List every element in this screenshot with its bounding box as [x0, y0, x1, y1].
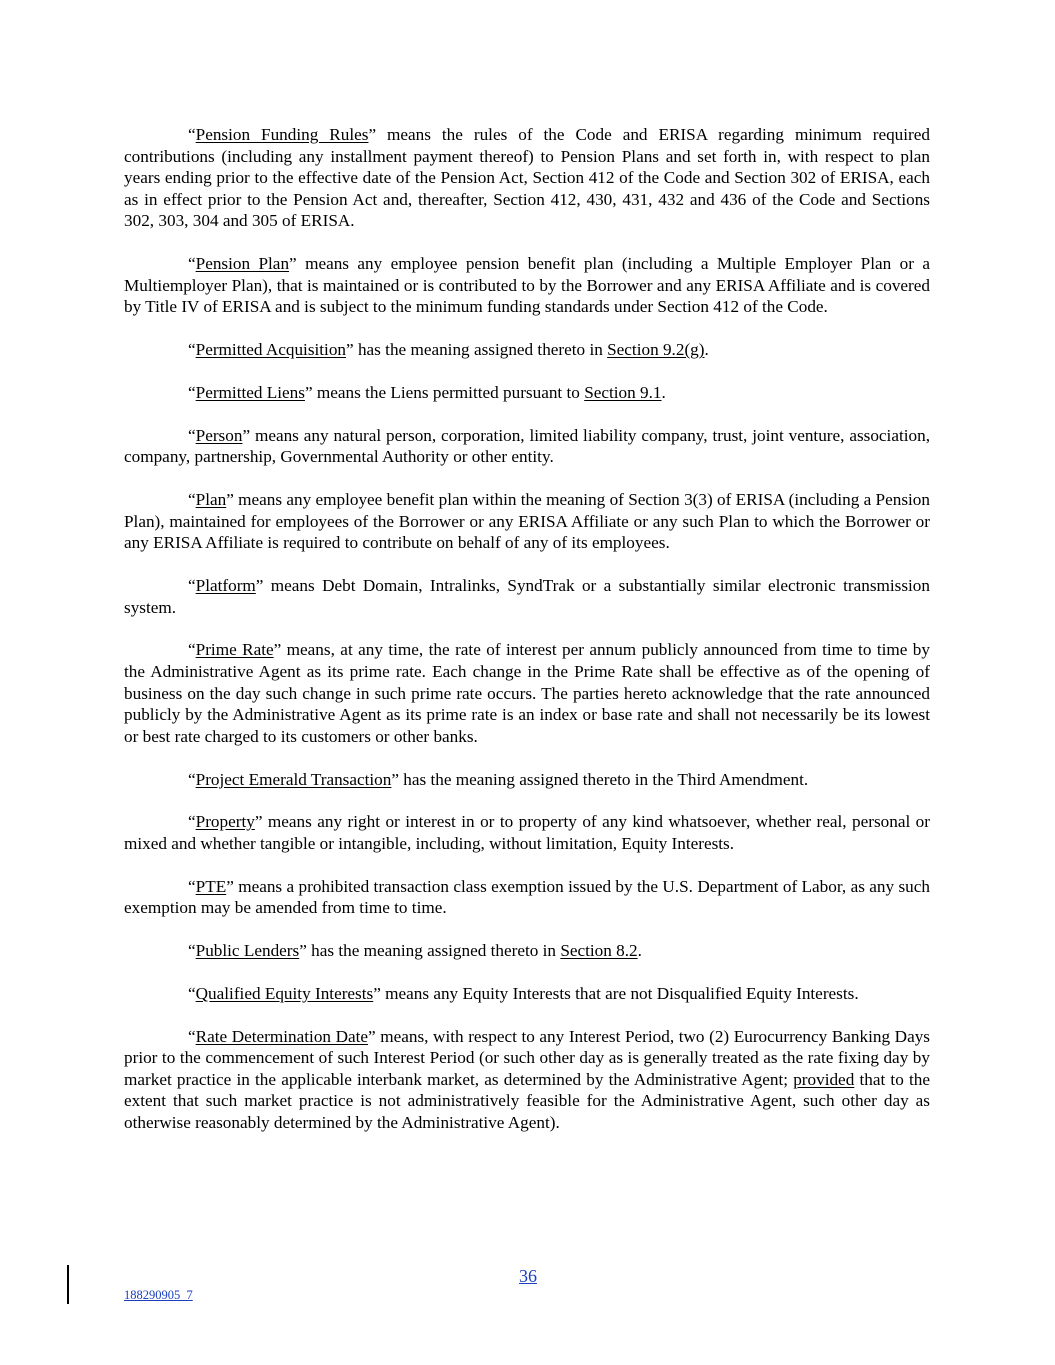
revision-margin-bar	[67, 1265, 69, 1304]
definition-text: ” means the rules of the Code and ERISA regarding minimum required contributions (including any installment payment thereof) to Pension Plans and set forth in, with respect to plan years ending prior to the effective date of the Pension Act, Section 412 of the Code and Section 302 of ERISA, each as in effect prior to the Pension Act and, thereafter, Section 412, 430, 431, 432 and 436 of the Code and Sections 302, 303, 304 and 305 of ERISA.	[124, 125, 931, 231]
definition-permitted-liens	[124, 382, 930, 404]
open-quote: “	[188, 490, 196, 510]
defined-term: Qualified Equity Interests	[195, 983, 374, 1003]
section-reference: Section 9.2(g)	[607, 340, 705, 360]
definition-end: .	[704, 340, 709, 360]
section-reference: Section 8.2	[560, 941, 638, 961]
definition-text: ” has the meaning assigned thereto in the Third Amendment.	[391, 769, 809, 789]
definitions-section	[124, 124, 930, 1155]
open-quote: “	[188, 425, 196, 445]
definition-public-lenders	[124, 940, 930, 962]
definition-property	[124, 811, 930, 854]
definition-pension-funding-rules	[124, 124, 930, 232]
defined-term: PTE	[195, 876, 227, 896]
definition-project-emerald-transaction	[124, 769, 930, 791]
defined-term: Public Lenders	[195, 941, 300, 961]
document-id[interactable]: 188290905_7	[124, 1288, 193, 1302]
definition-pension-plan	[124, 253, 930, 318]
definition-text: ” has the meaning assigned thereto in	[346, 340, 608, 360]
defined-term: Permitted Liens	[195, 382, 305, 402]
defined-term: Property	[195, 812, 255, 832]
page-number[interactable]: 36	[519, 1266, 537, 1286]
definition-qualified-equity-interests	[124, 983, 930, 1005]
open-quote: “	[188, 983, 196, 1003]
open-quote: “	[188, 941, 196, 961]
definition-person	[124, 425, 930, 468]
section-reference: Section 9.1	[584, 382, 662, 402]
defined-term: Pension Plan	[195, 254, 290, 274]
open-quote: “	[188, 876, 196, 896]
definition-text: ” means any right or interest in or to property of any kind whatsoever, whether real, personal or mixed and whether tangible or intangible, including, without limitation, Equity Interests.	[124, 812, 930, 853]
definition-end: .	[661, 382, 666, 402]
definition-text: ” means, at any time, the rate of interest per annum publicly announced from time to time by the Administrative Agent as its prime rate. Each change in the Prime Rate shall be effective as of the opening of business on the day such change in such prime rate occurs. The parties hereto acknowledge that the rate announced publicly by the Administrative Agent as its prime rate is an index or base rate and shall not necessarily be its lowest or best rate charged to its customers or other banks.	[124, 640, 930, 746]
definition-end: .	[637, 941, 642, 961]
defined-term: Permitted Acquisition	[195, 340, 347, 360]
definition-rate-determination-date	[124, 1026, 930, 1134]
defined-term: Plan	[195, 490, 227, 510]
definition-text: ” has the meaning assigned thereto in	[299, 941, 561, 961]
open-quote: “	[188, 1026, 196, 1046]
defined-term: Person	[195, 425, 243, 445]
open-quote: “	[188, 125, 196, 144]
defined-term: Rate Determination Date	[195, 1026, 369, 1046]
open-quote: “	[188, 769, 196, 789]
definition-plan	[124, 489, 930, 554]
definition-pte	[124, 876, 930, 919]
open-quote: “	[188, 576, 196, 596]
definition-text: ” means the Liens permitted pursuant to	[304, 382, 585, 402]
definition-text: ” means, with respect to any Interest Period, two (2) Eurocurrency Banking Days prior to the commencement of such Interest Period (or such other day as is generally treated as the rate fixing day by market practice in the applicable interbank market, as determined by the Administrative Agent;	[124, 1026, 930, 1089]
definition-text: ” means a prohibited transaction class exemption issued by the U.S. Department of Labor, as any such exemption may be amended from time to time.	[124, 876, 930, 918]
open-quote: “	[188, 382, 196, 402]
open-quote: “	[188, 254, 196, 274]
definition-text: ” means any employee benefit plan within the meaning of Section 3(3) of ERISA (including a Pension Plan), maintained for employees of the Borrower or any ERISA Affiliate or any such Plan to which the Borrower or any ERISA Affiliate is required to contribute on behalf of any of its employees.	[124, 490, 930, 553]
definition-permitted-acquisition	[124, 339, 930, 361]
defined-term: Pension Funding Rules	[195, 125, 369, 144]
open-quote: “	[188, 812, 196, 832]
defined-term: Project Emerald Transaction	[195, 769, 392, 789]
open-quote: “	[188, 640, 196, 660]
provided-term: provided	[793, 1069, 855, 1089]
definition-text: ” means any natural person, corporation, limited liability company, trust, joint venture, association, company, partnership, Governmental Authority or other entity.	[124, 425, 930, 467]
definition-end: that to the extent that such market practice is not administratively feasible for the Administrative Agent, such other day as otherwise reasonably determined by the Administrative Agent).	[124, 1069, 930, 1133]
open-quote: “	[188, 340, 196, 360]
definition-platform	[124, 575, 930, 618]
definition-text: ” means any Equity Interests that are not Disqualified Equity Interests.	[373, 983, 859, 1003]
definition-text: ” means Debt Domain, Intralinks, SyndTrak or a substantially similar electronic transmission system.	[124, 576, 930, 617]
defined-term: Prime Rate	[195, 640, 274, 660]
definition-prime-rate	[124, 639, 930, 747]
definition-text: ” means any employee pension benefit plan (including a Multiple Employer Plan or a Multiemployer Plan), that is maintained or is contributed to by the Borrower and any ERISA Affiliate and is covered by Title IV of ERISA and is subject to the minimum funding standards under Section 412 of the Code.	[124, 254, 930, 317]
defined-term: Platform	[195, 576, 256, 596]
